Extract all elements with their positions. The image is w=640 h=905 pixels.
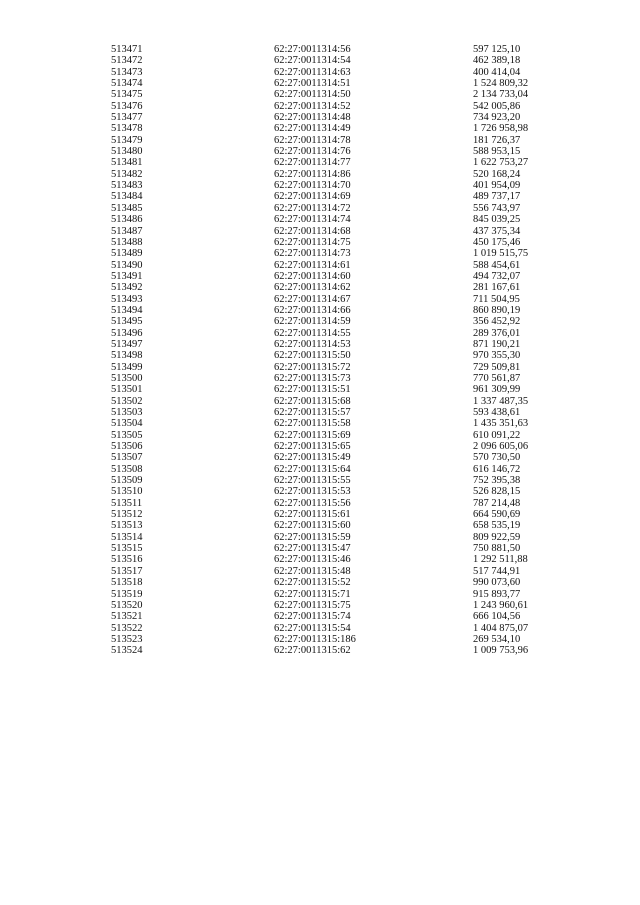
row-number: 513515 bbox=[111, 543, 143, 555]
row-number: 513505 bbox=[111, 429, 143, 441]
cadastral-number: 62:27:0011315:72 bbox=[274, 361, 351, 373]
row-number: 513484 bbox=[111, 191, 143, 203]
row-number: 513490 bbox=[111, 259, 143, 271]
row-number: 513504 bbox=[111, 418, 143, 430]
row-number: 513494 bbox=[111, 304, 143, 316]
row-number: 513497 bbox=[111, 338, 143, 350]
amount-value: 556 743,97 bbox=[473, 202, 521, 214]
cadastral-number: 62:27:0011315:48 bbox=[274, 565, 351, 577]
amount-value: 752 395,38 bbox=[473, 475, 521, 487]
row-number: 513483 bbox=[111, 180, 143, 192]
table-row bbox=[0, 600, 640, 611]
cadastral-number: 62:27:0011315:51 bbox=[274, 384, 351, 396]
table-row bbox=[0, 430, 640, 441]
cadastral-number: 62:27:0011315:69 bbox=[274, 429, 351, 441]
row-number: 513520 bbox=[111, 599, 143, 611]
row-number: 513475 bbox=[111, 89, 143, 101]
row-number: 513480 bbox=[111, 146, 143, 158]
row-number: 513519 bbox=[111, 588, 143, 600]
cadastral-number: 62:27:0011315:73 bbox=[274, 372, 351, 384]
amount-value: 1 243 960,61 bbox=[473, 599, 529, 611]
cadastral-number: 62:27:0011314:49 bbox=[274, 123, 351, 135]
cadastral-number: 62:27:0011314:67 bbox=[274, 293, 351, 305]
amount-value: 750 881,50 bbox=[473, 543, 521, 555]
amount-value: 961 309,99 bbox=[473, 384, 521, 396]
row-number: 513502 bbox=[111, 395, 143, 407]
cadastral-number: 62:27:0011314:86 bbox=[274, 168, 351, 180]
row-number: 513514 bbox=[111, 531, 143, 543]
amount-value: 281 167,61 bbox=[473, 282, 521, 294]
table-row bbox=[0, 67, 640, 78]
table-row bbox=[0, 157, 640, 168]
table-row bbox=[0, 191, 640, 202]
amount-value: 711 504,95 bbox=[473, 293, 520, 305]
table-row bbox=[0, 146, 640, 157]
amount-value: 289 376,01 bbox=[473, 327, 521, 339]
table-row bbox=[0, 611, 640, 622]
document-table bbox=[0, 44, 640, 657]
row-number: 513485 bbox=[111, 202, 143, 214]
cadastral-number: 62:27:0011314:69 bbox=[274, 191, 351, 203]
table-row bbox=[0, 577, 640, 588]
cadastral-number: 62:27:0011314:51 bbox=[274, 78, 351, 90]
row-number: 513506 bbox=[111, 441, 143, 453]
amount-value: 542 005,86 bbox=[473, 100, 521, 112]
amount-value: 770 561,87 bbox=[473, 372, 521, 384]
row-number: 513479 bbox=[111, 134, 143, 146]
cadastral-number: 62:27:0011315:68 bbox=[274, 395, 351, 407]
row-number: 513482 bbox=[111, 168, 143, 180]
table-row bbox=[0, 362, 640, 373]
table-row bbox=[0, 532, 640, 543]
cadastral-number: 62:27:0011314:55 bbox=[274, 327, 351, 339]
table-row bbox=[0, 475, 640, 486]
row-number: 513516 bbox=[111, 554, 143, 566]
table-row bbox=[0, 543, 640, 554]
row-number: 513486 bbox=[111, 214, 143, 226]
row-number: 513522 bbox=[111, 622, 143, 634]
amount-value: 593 438,61 bbox=[473, 407, 521, 418]
row-number: 513473 bbox=[111, 66, 143, 78]
row-number: 513495 bbox=[111, 316, 143, 328]
table-row bbox=[0, 373, 640, 384]
table-row bbox=[0, 384, 640, 395]
cadastral-number: 62:27:0011314:54 bbox=[274, 55, 351, 67]
cadastral-number: 62:27:0011314:70 bbox=[274, 180, 351, 192]
amount-value: 489 737,17 bbox=[473, 191, 521, 203]
table-row bbox=[0, 203, 640, 214]
row-number: 513503 bbox=[111, 407, 143, 418]
table-row bbox=[0, 554, 640, 565]
amount-value: 181 726,37 bbox=[473, 134, 521, 146]
amount-value: 616 146,72 bbox=[473, 463, 521, 475]
cadastral-number: 62:27:0011315:56 bbox=[274, 497, 351, 509]
amount-value: 269 534,10 bbox=[473, 633, 521, 645]
row-number: 513496 bbox=[111, 327, 143, 339]
row-number: 513510 bbox=[111, 486, 143, 498]
amount-value: 570 730,50 bbox=[473, 452, 521, 464]
row-number: 513523 bbox=[111, 633, 143, 645]
cadastral-number: 62:27:0011315:62 bbox=[274, 645, 351, 657]
table-row bbox=[0, 271, 640, 282]
cadastral-number: 62:27:0011314:52 bbox=[274, 100, 351, 112]
amount-value: 787 214,48 bbox=[473, 497, 521, 509]
cadastral-number: 62:27:0011315:71 bbox=[274, 588, 351, 600]
row-number: 513491 bbox=[111, 270, 143, 282]
cadastral-number: 62:27:0011314:76 bbox=[274, 146, 351, 158]
cadastral-number: 62:27:0011314:56 bbox=[274, 44, 351, 55]
cadastral-number: 62:27:0011315:59 bbox=[274, 531, 351, 543]
amount-value: 1 292 511,88 bbox=[473, 554, 528, 566]
amount-value: 450 175,46 bbox=[473, 236, 521, 248]
row-number: 513517 bbox=[111, 565, 143, 577]
table-row bbox=[0, 135, 640, 146]
amount-value: 915 893,77 bbox=[473, 588, 521, 600]
amount-value: 494 732,07 bbox=[473, 270, 521, 282]
cadastral-number: 62:27:0011314:77 bbox=[274, 157, 351, 169]
table-row bbox=[0, 339, 640, 350]
table-row bbox=[0, 407, 640, 418]
table-row bbox=[0, 180, 640, 191]
row-number: 513492 bbox=[111, 282, 143, 294]
row-number: 513493 bbox=[111, 293, 143, 305]
table-row bbox=[0, 328, 640, 339]
table-row bbox=[0, 112, 640, 123]
row-number: 513472 bbox=[111, 55, 143, 67]
amount-value: 1 622 753,27 bbox=[473, 157, 529, 169]
row-number: 513521 bbox=[111, 611, 143, 623]
cadastral-number: 62:27:0011315:64 bbox=[274, 463, 351, 475]
table-row bbox=[0, 78, 640, 89]
row-number: 513477 bbox=[111, 112, 143, 124]
amount-value: 734 923,20 bbox=[473, 112, 521, 124]
amount-value: 400 414,04 bbox=[473, 66, 521, 78]
table-row bbox=[0, 316, 640, 327]
table-row bbox=[0, 350, 640, 361]
amount-value: 588 953,15 bbox=[473, 146, 521, 158]
row-number: 513478 bbox=[111, 123, 143, 135]
cadastral-number: 62:27:0011314:62 bbox=[274, 282, 351, 294]
table-row bbox=[0, 214, 640, 225]
cadastral-number: 62:27:0011314:53 bbox=[274, 338, 351, 350]
table-row bbox=[0, 464, 640, 475]
amount-value: 517 744,91 bbox=[473, 565, 521, 577]
amount-value: 658 535,19 bbox=[473, 520, 521, 532]
cadastral-number: 62:27:0011315:55 bbox=[274, 475, 351, 487]
cadastral-number: 62:27:0011314:48 bbox=[274, 112, 351, 124]
amount-value: 990 073,60 bbox=[473, 577, 521, 589]
table-row bbox=[0, 123, 640, 134]
cadastral-number: 62:27:0011315:50 bbox=[274, 350, 351, 362]
table-row bbox=[0, 282, 640, 293]
table-row bbox=[0, 226, 640, 237]
row-number: 513488 bbox=[111, 236, 143, 248]
row-number: 513513 bbox=[111, 520, 143, 532]
amount-value: 356 452,92 bbox=[473, 316, 521, 328]
table-row bbox=[0, 589, 640, 600]
table-row bbox=[0, 634, 640, 645]
amount-value: 1 435 351,63 bbox=[473, 418, 529, 430]
table-row bbox=[0, 169, 640, 180]
cadastral-number: 62:27:0011315:75 bbox=[274, 599, 351, 611]
amount-value: 1 404 875,07 bbox=[473, 622, 529, 634]
amount-value: 610 091,22 bbox=[473, 429, 521, 441]
amount-value: 526 828,15 bbox=[473, 486, 521, 498]
table-row bbox=[0, 623, 640, 634]
cadastral-number: 62:27:0011315:53 bbox=[274, 486, 351, 498]
cadastral-number: 62:27:0011315:46 bbox=[274, 554, 351, 566]
row-number: 513512 bbox=[111, 509, 143, 521]
amount-value: 1 524 809,32 bbox=[473, 78, 529, 90]
table-row bbox=[0, 566, 640, 577]
cadastral-number: 62:27:0011315:52 bbox=[274, 577, 351, 589]
table-row bbox=[0, 396, 640, 407]
table-row bbox=[0, 498, 640, 509]
row-number: 513498 bbox=[111, 350, 143, 362]
amount-value: 2 134 733,04 bbox=[473, 89, 529, 101]
cadastral-number: 62:27:0011314:50 bbox=[274, 89, 351, 101]
row-number: 513509 bbox=[111, 475, 143, 487]
row-number: 513500 bbox=[111, 372, 143, 384]
cadastral-number: 62:27:0011314:78 bbox=[274, 134, 351, 146]
table-row bbox=[0, 294, 640, 305]
cadastral-number: 62:27:0011314:68 bbox=[274, 225, 351, 237]
table-row bbox=[0, 101, 640, 112]
amount-value: 809 922,59 bbox=[473, 531, 521, 543]
amount-value: 401 954,09 bbox=[473, 180, 521, 192]
amount-value: 860 890,19 bbox=[473, 304, 521, 316]
row-number: 513487 bbox=[111, 225, 143, 237]
cadastral-number: 62:27:0011314:60 bbox=[274, 270, 351, 282]
amount-value: 520 168,24 bbox=[473, 168, 521, 180]
cadastral-number: 62:27:0011315:74 bbox=[274, 611, 351, 623]
table-row bbox=[0, 89, 640, 100]
table-row bbox=[0, 520, 640, 531]
amount-value: 588 454,61 bbox=[473, 259, 521, 271]
amount-value: 1 019 515,75 bbox=[473, 248, 529, 260]
cadastral-number: 62:27:0011315:65 bbox=[274, 441, 351, 453]
cadastral-number: 62:27:0011314:59 bbox=[274, 316, 351, 328]
amount-value: 871 190,21 bbox=[473, 338, 521, 350]
cadastral-number: 62:27:0011315:49 bbox=[274, 452, 351, 464]
row-number: 513471 bbox=[111, 44, 143, 55]
amount-value: 1 726 958,98 bbox=[473, 123, 529, 135]
amount-value: 664 590,69 bbox=[473, 509, 521, 521]
cadastral-number: 62:27:0011314:73 bbox=[274, 248, 351, 260]
cadastral-number: 62:27:0011315:47 bbox=[274, 543, 351, 555]
table-row bbox=[0, 44, 640, 55]
amount-value: 729 509,81 bbox=[473, 361, 521, 373]
table-row bbox=[0, 452, 640, 463]
cadastral-number: 62:27:0011315:57 bbox=[274, 407, 351, 418]
table-row bbox=[0, 441, 640, 452]
cadastral-number: 62:27:0011315:186 bbox=[274, 633, 356, 645]
cadastral-number: 62:27:0011314:66 bbox=[274, 304, 351, 316]
amount-value: 437 375,34 bbox=[473, 225, 521, 237]
table-row bbox=[0, 418, 640, 429]
row-number: 513481 bbox=[111, 157, 143, 169]
row-number: 513474 bbox=[111, 78, 143, 90]
row-number: 513508 bbox=[111, 463, 143, 475]
cadastral-number: 62:27:0011314:61 bbox=[274, 259, 351, 271]
row-number: 513518 bbox=[111, 577, 143, 589]
cadastral-number: 62:27:0011315:60 bbox=[274, 520, 351, 532]
table-row bbox=[0, 248, 640, 259]
amount-value: 666 104,56 bbox=[473, 611, 521, 623]
amount-value: 1 337 487,35 bbox=[473, 395, 529, 407]
cadastral-number: 62:27:0011315:58 bbox=[274, 418, 351, 430]
table-row bbox=[0, 55, 640, 66]
cadastral-number: 62:27:0011315:54 bbox=[274, 622, 351, 634]
table-row bbox=[0, 645, 640, 656]
table-row bbox=[0, 237, 640, 248]
table-row bbox=[0, 486, 640, 497]
amount-value: 597 125,10 bbox=[473, 44, 521, 55]
cadastral-number: 62:27:0011314:63 bbox=[274, 66, 351, 78]
table-row bbox=[0, 305, 640, 316]
amount-value: 462 389,18 bbox=[473, 55, 521, 67]
row-number: 513511 bbox=[111, 497, 143, 509]
row-number: 513524 bbox=[111, 645, 143, 657]
row-number: 513501 bbox=[111, 384, 143, 396]
amount-value: 970 355,30 bbox=[473, 350, 521, 362]
amount-value: 2 096 605,06 bbox=[473, 441, 529, 453]
row-number: 513489 bbox=[111, 248, 143, 260]
table-row bbox=[0, 509, 640, 520]
cadastral-number: 62:27:0011315:61 bbox=[274, 509, 351, 521]
row-number: 513476 bbox=[111, 100, 143, 112]
table-row bbox=[0, 260, 640, 271]
row-number: 513499 bbox=[111, 361, 143, 373]
amount-value: 1 009 753,96 bbox=[473, 645, 529, 657]
row-number: 513507 bbox=[111, 452, 143, 464]
cadastral-number: 62:27:0011314:74 bbox=[274, 214, 351, 226]
cadastral-number: 62:27:0011314:75 bbox=[274, 236, 351, 248]
cadastral-number: 62:27:0011314:72 bbox=[274, 202, 351, 214]
amount-value: 845 039,25 bbox=[473, 214, 521, 226]
